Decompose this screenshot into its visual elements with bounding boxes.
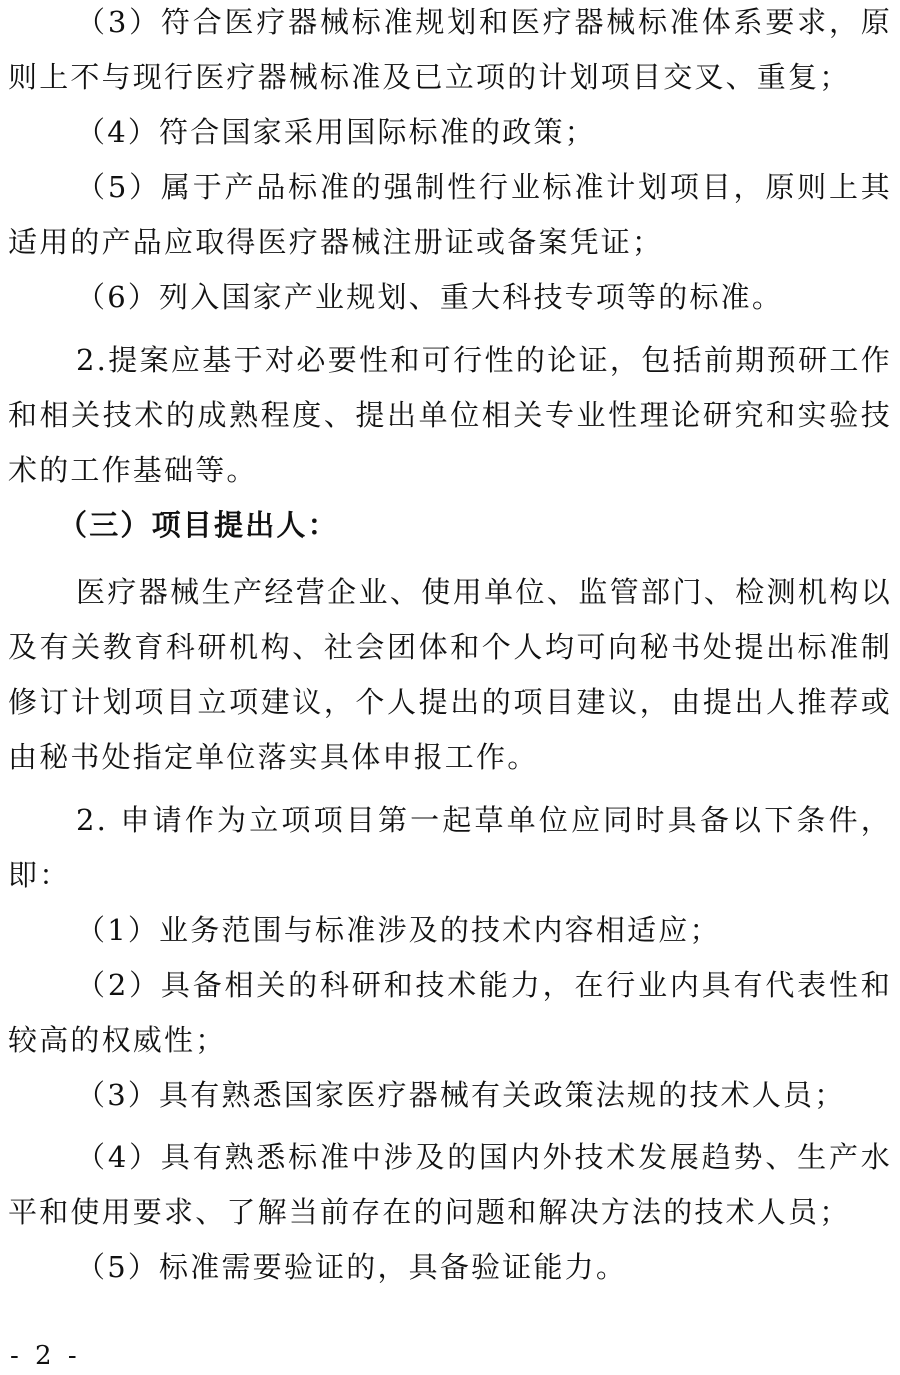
- condition-item-5: （5）标准需要验证的，具备验证能力。: [76, 1250, 628, 1284]
- paragraph-item-5: （5）属于产品标准的强制性行业标准计划项目，原则上其适用的产品应取得医疗器械注册证或备案凭证；: [8, 170, 892, 259]
- paragraph-proposer-description: 医疗器械生产经营企业、使用单位、监管部门、检测机构以及有关教育科研机构、社会团体和个人均可向秘书处提出标准制修订计划项目立项建议，个人提出的项目建议，由提出人推荐或由秘书处指定单位落实具体申报工作。: [8, 575, 892, 774]
- condition-item-1: （1）业务范围与标准涉及的技术内容相适应；: [76, 913, 721, 947]
- condition-item-3: （3）具有熟悉国家医疗器械有关政策法规的技术人员；: [76, 1078, 846, 1112]
- section-heading-proposer: （三）项目提出人：: [58, 508, 339, 542]
- paragraph-item-6: （6）列入国家产业规划、重大科技专项等的标准。: [76, 280, 784, 314]
- paragraph-proposal-basis: 2.提案应基于对必要性和可行性的论证，包括前期预研工作和相关技术的成熟程度、提出单位相关专业性理论研究和实验技术的工作基础等。: [8, 343, 892, 487]
- paragraph-drafter-conditions: 2. 申请作为立项项目第一起草单位应同时具备以下条件，即：: [8, 803, 892, 892]
- paragraph-item-4: （4）符合国家采用国际标准的政策；: [76, 115, 596, 149]
- page-number: - 2 -: [10, 1341, 81, 1371]
- condition-item-2: （2）具备相关的科研和技术能力，在行业内具有代表性和较高的权威性；: [8, 968, 892, 1057]
- paragraph-item-3: （3）符合医疗器械标准规划和医疗器械标准体系要求，原则上不与现行医疗器械标准及已立项的计划项目交叉、重复；: [8, 5, 892, 94]
- condition-item-4: （4）具有熟悉标准中涉及的国内外技术发展趋势、生产水平和使用要求、了解当前存在的问题和解决方法的技术人员；: [8, 1140, 892, 1229]
